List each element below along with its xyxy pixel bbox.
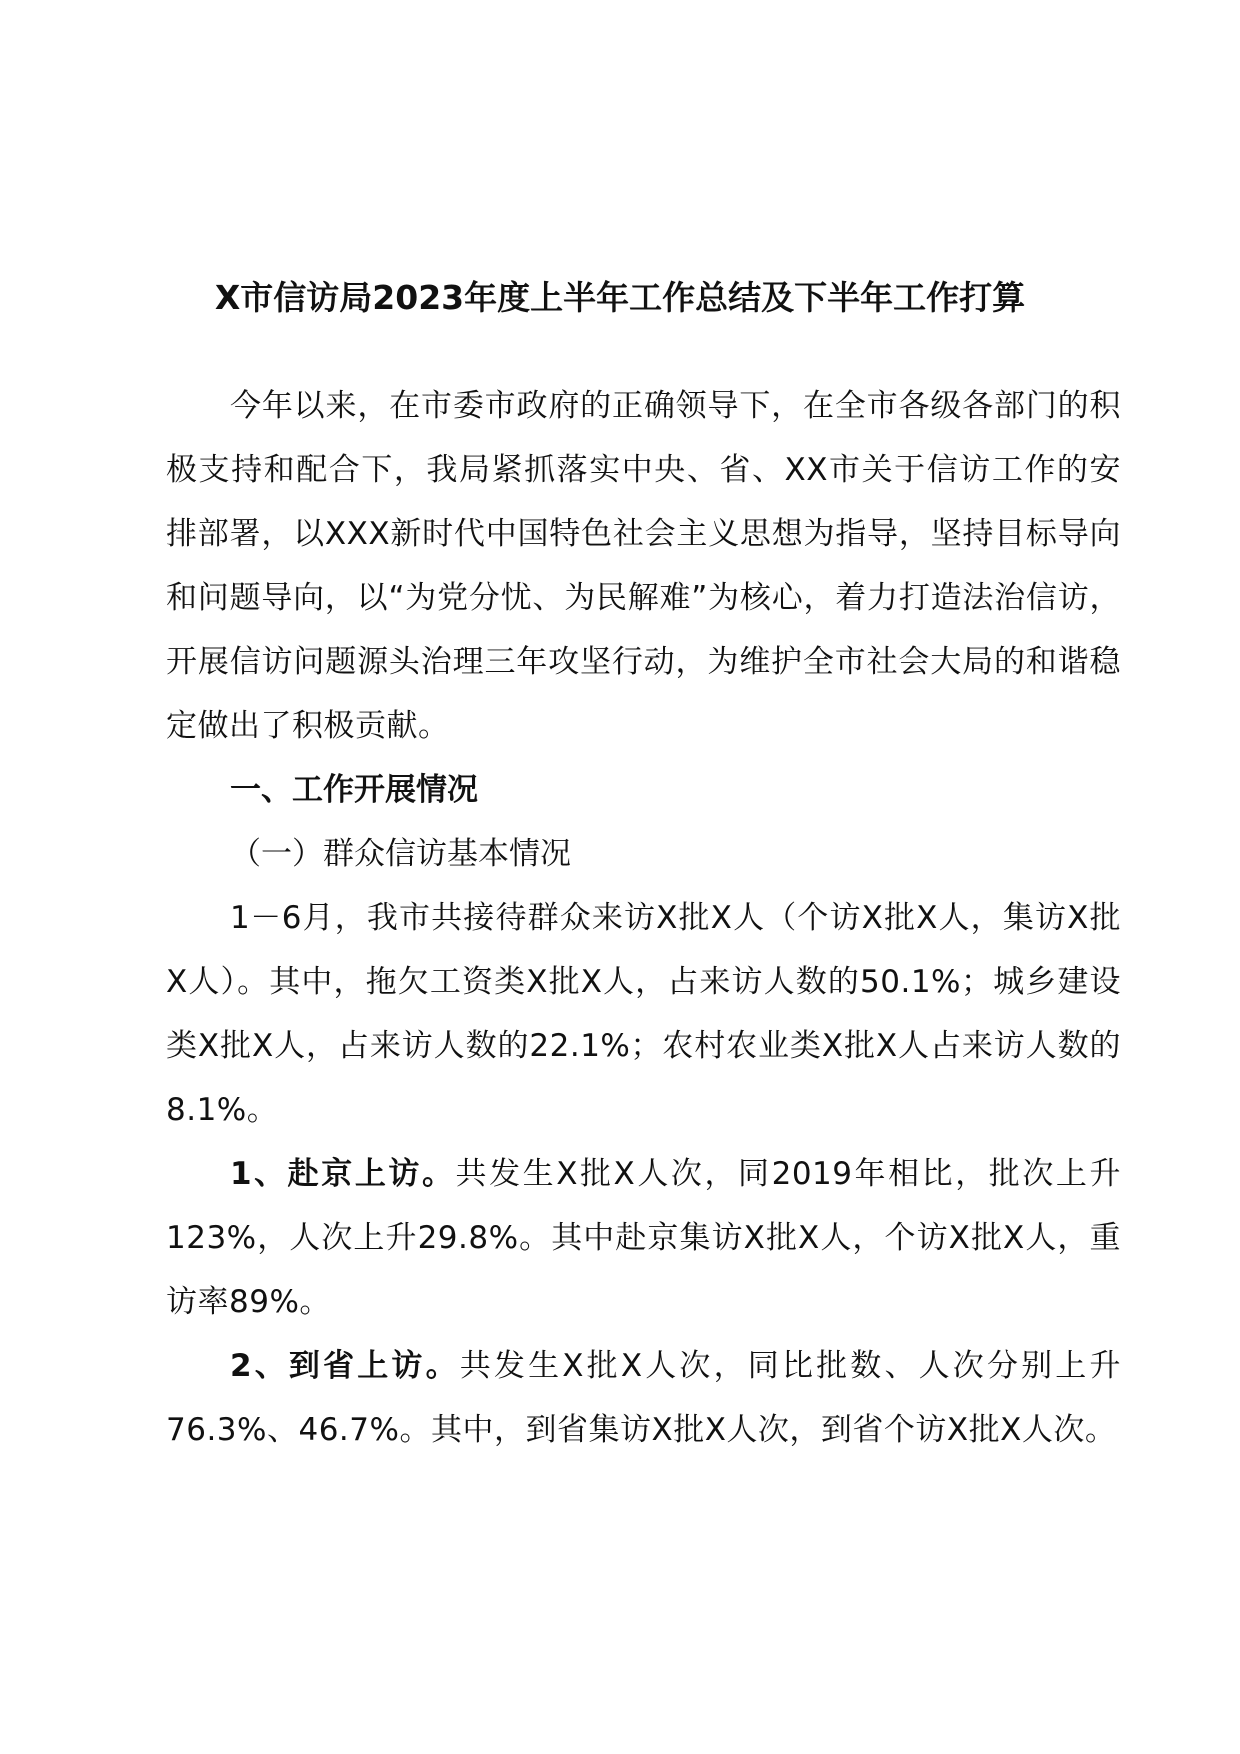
document-body: [166, 374, 1121, 1462]
item-beijing-text: 共发生X批X人次，同2019年相比，批次上升123%，人次上升29.8%。其中赴京集访X批X人，个访X批X人，重访率89%。: [166, 1156, 1121, 1320]
item-province-petition: [166, 1334, 1121, 1462]
section-heading-work-status: 一、工作开展情况: [230, 772, 478, 808]
basic-situation-paragraph: 1－6月，我市共接待群众来访X批X人（个访X批X人，集访X批X人）。其中，拖欠工资类X批X人，占来访人数的50.1%；城乡建设类X批X人，占来访人数的22.1%；农村农业类X批X人占来访人数的8.1%。: [166, 900, 1121, 1128]
item-beijing-petition: [166, 1142, 1121, 1334]
item-province-text: 共发生X批X人次，同比批数、人次分别上升76.3%、46.7%。其中，到省集访X批X人次，到省个访X批X人次。: [166, 1348, 1121, 1448]
intro-paragraph: 今年以来，在市委市政府的正确领导下，在全市各级各部门的积极支持和配合下，我局紧抓落实中央、省、XX市关于信访工作的安排部署，以XXX新时代中国特色社会主义思想为指导，坚持目标导向和问题导向，以“为党分忧、为民解难”为核心，着力打造法治信访，开展信访问题源头治理三年攻坚行动，为维护全市社会大局的和谐稳定做出了积极贡献。: [166, 388, 1121, 744]
subsection-heading-basic-situation: （一）群众信访基本情况: [230, 836, 571, 872]
item-beijing-label: 1、赴京上访。: [230, 1156, 456, 1192]
document-title: X市信访局2023年度上半年工作总结及下半年工作打算: [214, 278, 1026, 317]
item-province-label: 2、到省上访。: [230, 1348, 460, 1384]
